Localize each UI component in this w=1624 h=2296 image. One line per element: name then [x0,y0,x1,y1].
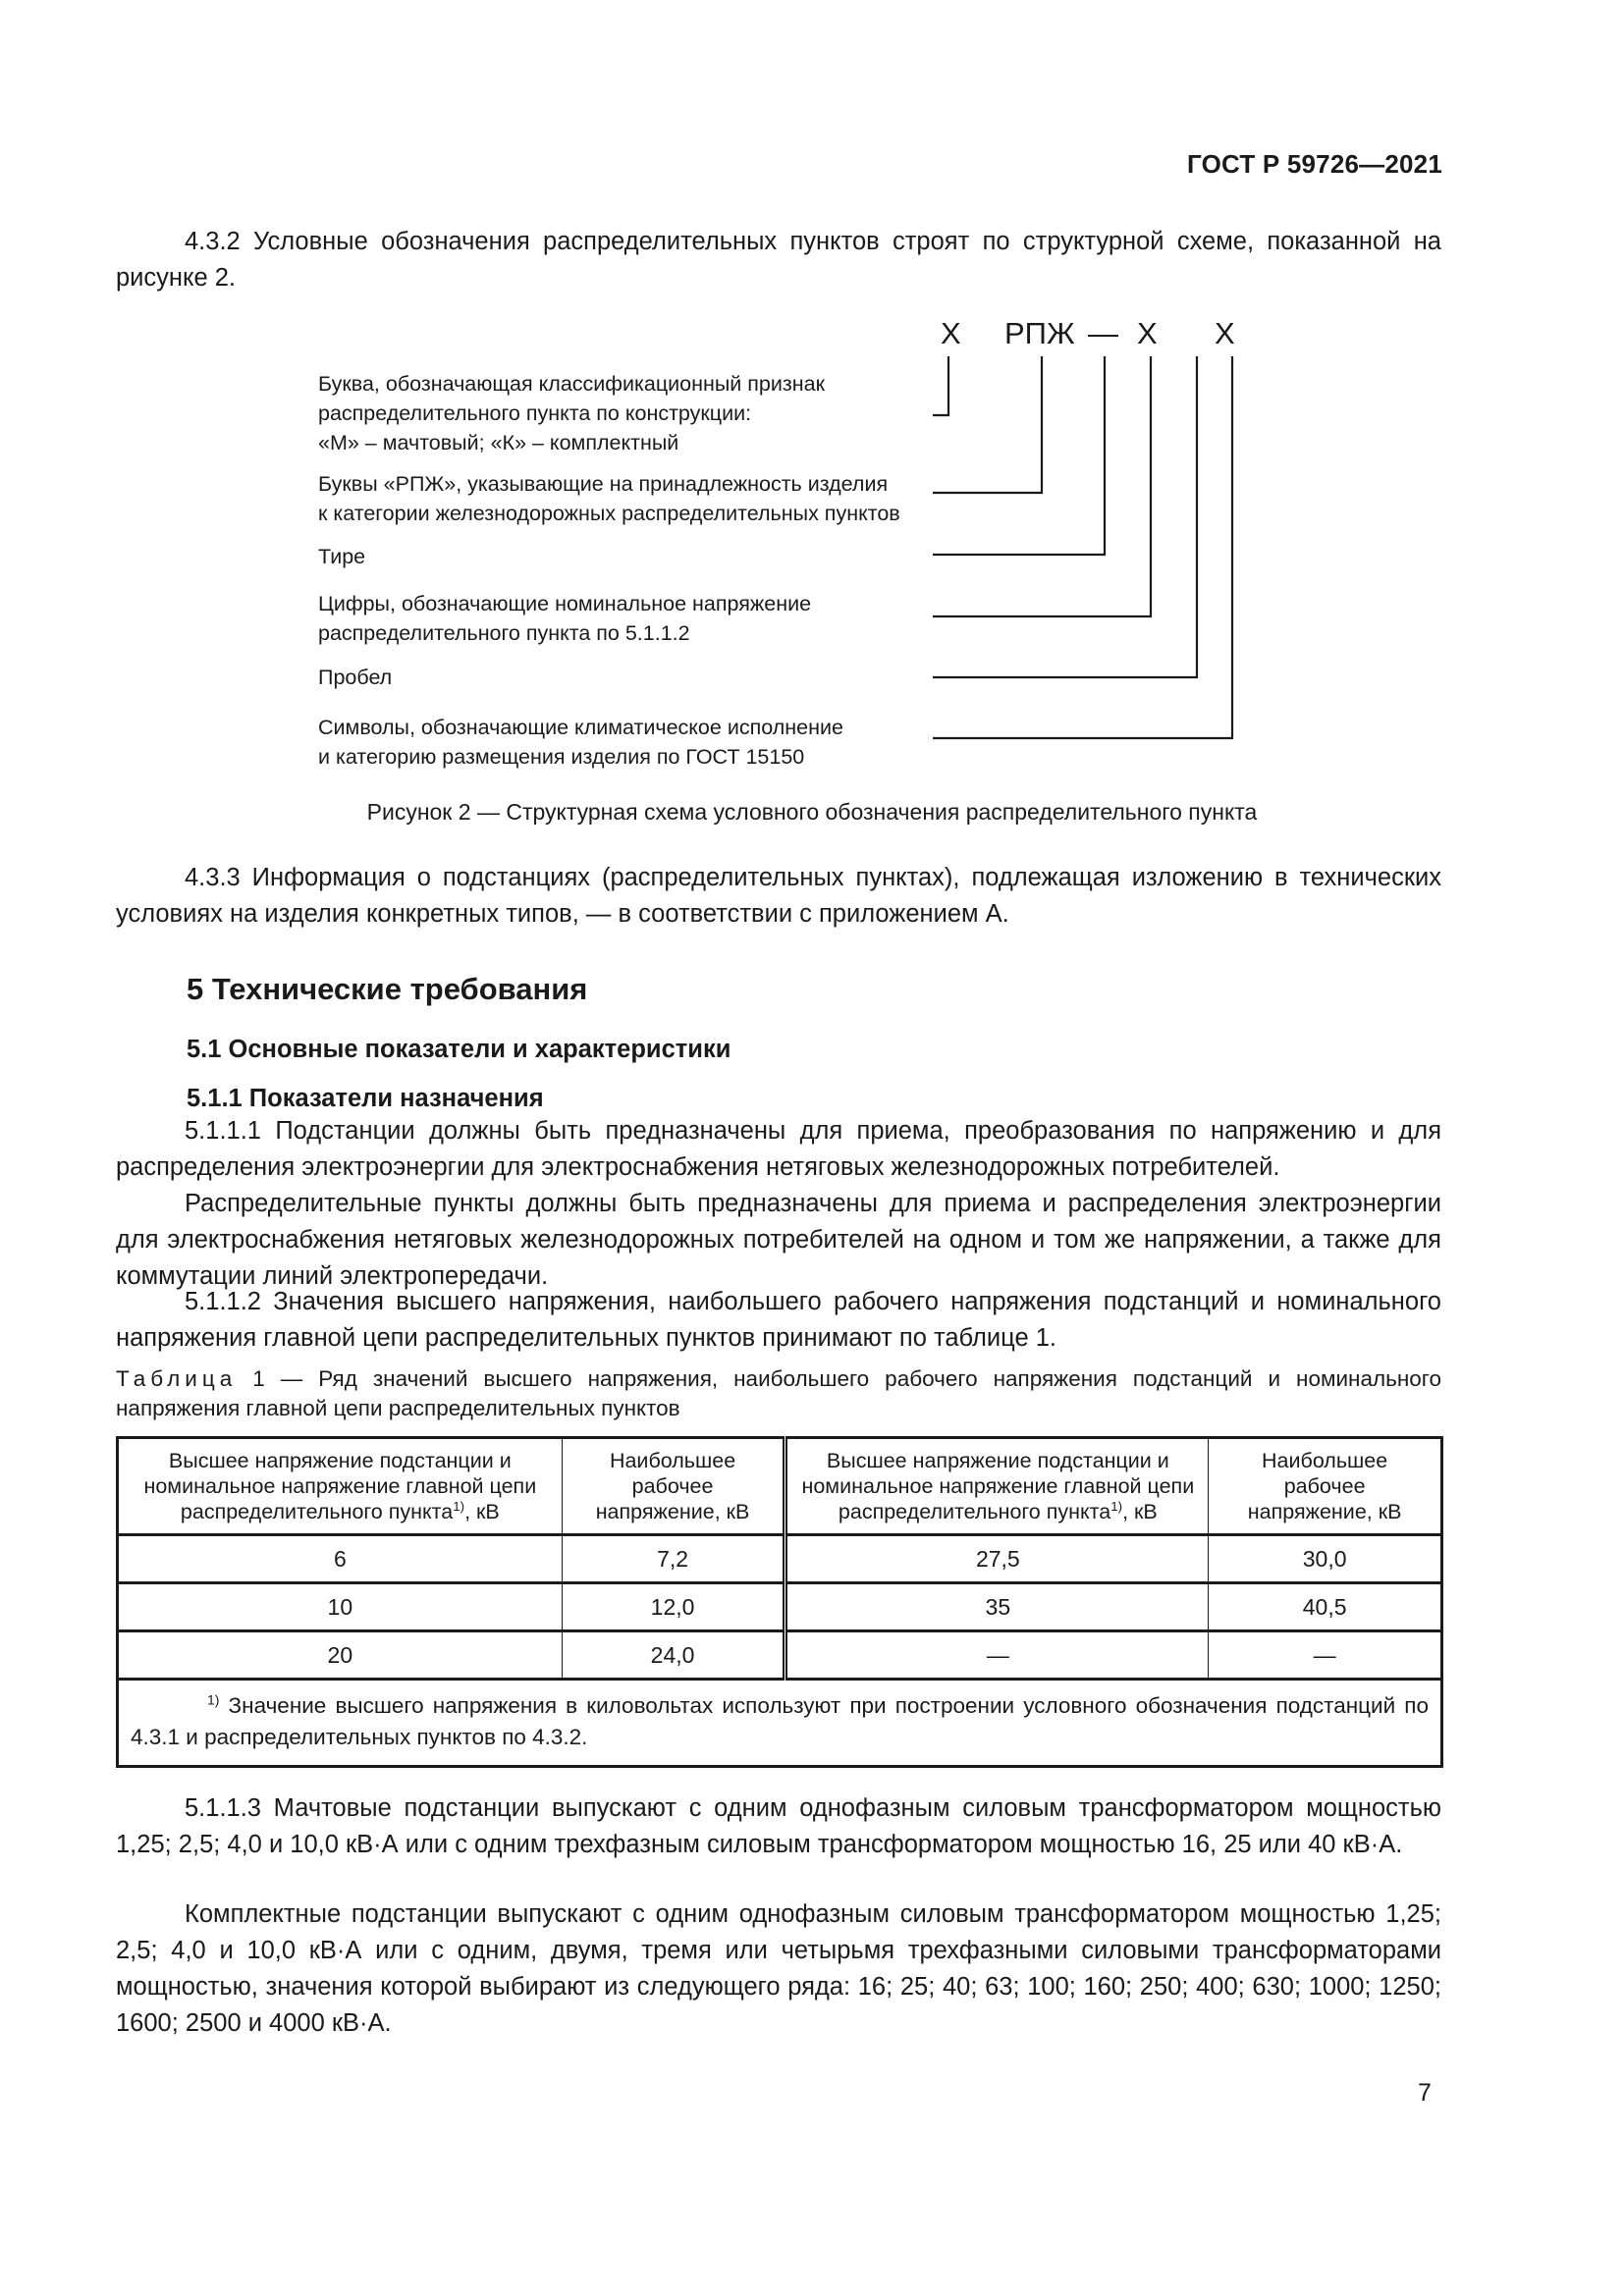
section-5-heading: 5 Технические требования [187,972,588,1006]
table-cell: 30,0 [1209,1535,1442,1583]
section-5-1-1-heading: 5.1.1 Показатели назначения [187,1085,544,1112]
table-footnote: $^{1)}$ Значение высшего напряжения в киловольтах используют при построении условного обозначения подстанций по 4.3.1 и распределительных пунктов по 4.3.2. [118,1680,1442,1767]
code-char-x2: X [1137,316,1158,350]
table-cell: 27,5 [785,1535,1209,1583]
code-char-x1: X [941,316,961,350]
paragraph-5-1-1-2: 5.1.1.2 Значения высшего напряжения, наибольшего рабочего напряжения подстанций и номинального напряжения главной цепи распределительных пунктов принимают по таблице 1. [116,1288,1441,1352]
code-char-dash: — [1088,316,1118,350]
scheme-label-space: Пробел [318,666,393,689]
paragraph-5-1-1-1: 5.1.1.1 Подстанции должны быть предназначены для приема, преобразования по напряжению и для распределения электроэнергии для электроснабжения нетяговых железнодорожных потребителей. [116,1117,1441,1181]
table-cell: 10 [118,1583,563,1631]
table-row [118,1631,1442,1680]
table-header-row [118,1438,1442,1535]
page-number: 7 [1418,2079,1432,2107]
table-cell: 6 [118,1535,563,1583]
table-header-cell: Высшее напряжение подстанции и номинальное напряжение главной цепи распределительного пункта$^{1)}$, кВ [785,1438,1209,1535]
table-cell: 24,0 [562,1631,785,1680]
paragraph-distribution-points: Распределительные пункты должны быть предназначены для приема и распределения электроэнергии для электроснабжения нетяговых железнодорожных потребителей на одном и том же напряжении, а также для коммутации линий электропередачи. [116,1190,1441,1290]
table-footnote-row [118,1680,1442,1767]
code-char-rpzh: РПЖ [1004,316,1075,350]
scheme-label-dash: Тире [318,545,366,568]
table-1-caption: Таблица 1 — Ряд значений высшего напряжения, наибольшего рабочего напряжения подстанций и номинального напряжения главной цепи распределительных пунктов [116,1366,1441,1420]
section-5-1-heading: 5.1 Основные показатели и характеристики [187,1036,731,1063]
document-code: ГОСТ Р 59726—2021 [1187,149,1442,179]
scheme-label-voltage: Цифры, обозначающие номинальное напряжение распределительного пункта по 5.1.1.2 [318,592,812,645]
table-cell: — [1209,1631,1442,1680]
paragraph-4-3-3: 4.3.3 Информация о подстанциях (распределительных пунктах), подлежащая изложению в технических условиях на изделия конкретных типов, — в соответствии с приложением А. [116,864,1441,928]
table-cell: 40,5 [1209,1583,1442,1631]
table-header-cell: Наибольшее рабочее напряжение, кВ [1209,1438,1442,1535]
paragraph-complete-substations: Комплектные подстанции выпускают с одним однофазным силовым трансформатором мощностью 1,25; 2,5; 4,0 и 10,0 кВ·А или с одним, двумя, тремя или четырьмя трехфазными силовыми трансформаторами мощностью, значения которой выбирают из следующего ряда: 16; 25; 40; 63; 100; 160; 250; 400; 630; 1000; 1250; 1600; 2500 и 4000 кВ·А. [116,1900,1441,2037]
table-header-cell: Высшее напряжение подстанции и номинальное напряжение главной цепи распределительного пункта$^{1)}$, кВ [118,1438,563,1535]
scheme-label-rpzh: Буквы «РПЖ», указывающие на принадлежность изделия к категории железнодорожных распределительных пунктов [318,472,900,525]
code-char-x3: X [1215,316,1235,350]
table-header-cell: Наибольшее рабочее напряжение, кВ [562,1438,785,1535]
table-cell: 35 [785,1583,1209,1631]
table-cell: — [785,1631,1209,1680]
table-cell: 7,2 [562,1535,785,1583]
paragraph-4-3-2: 4.3.2 Условные обозначения распределительных пунктов строят по структурной схеме, показанной на рисунке 2. [116,228,1441,292]
table-row [118,1535,1442,1583]
scheme-label-construction: Буква, обозначающая классификационный признак распределительного пункта по конструкции: «М» – мачтовый; «К» – комплектный [318,372,825,454]
figure-2-caption: Рисунок 2 — Структурная схема условного обозначения распределительного пункта [366,799,1258,825]
paragraph-5-1-1-3: 5.1.1.3 Мачтовые подстанции выпускают с одним однофазным силовым трансформатором мощностью 1,25; 2,5; 4,0 и 10,0 кВ·А или с одним трехфазным силовым трансформатором мощностью 16, 25 или 40 кВ·А. [116,1794,1441,1858]
table-row [118,1583,1442,1631]
table-cell: 20 [118,1631,563,1680]
table-cell: 12,0 [562,1583,785,1631]
table-1 [116,1436,1443,1768]
scheme-label-climate: Символы, обозначающие климатическое исполнение и категорию размещения изделия по ГОСТ 15150 [318,716,843,769]
